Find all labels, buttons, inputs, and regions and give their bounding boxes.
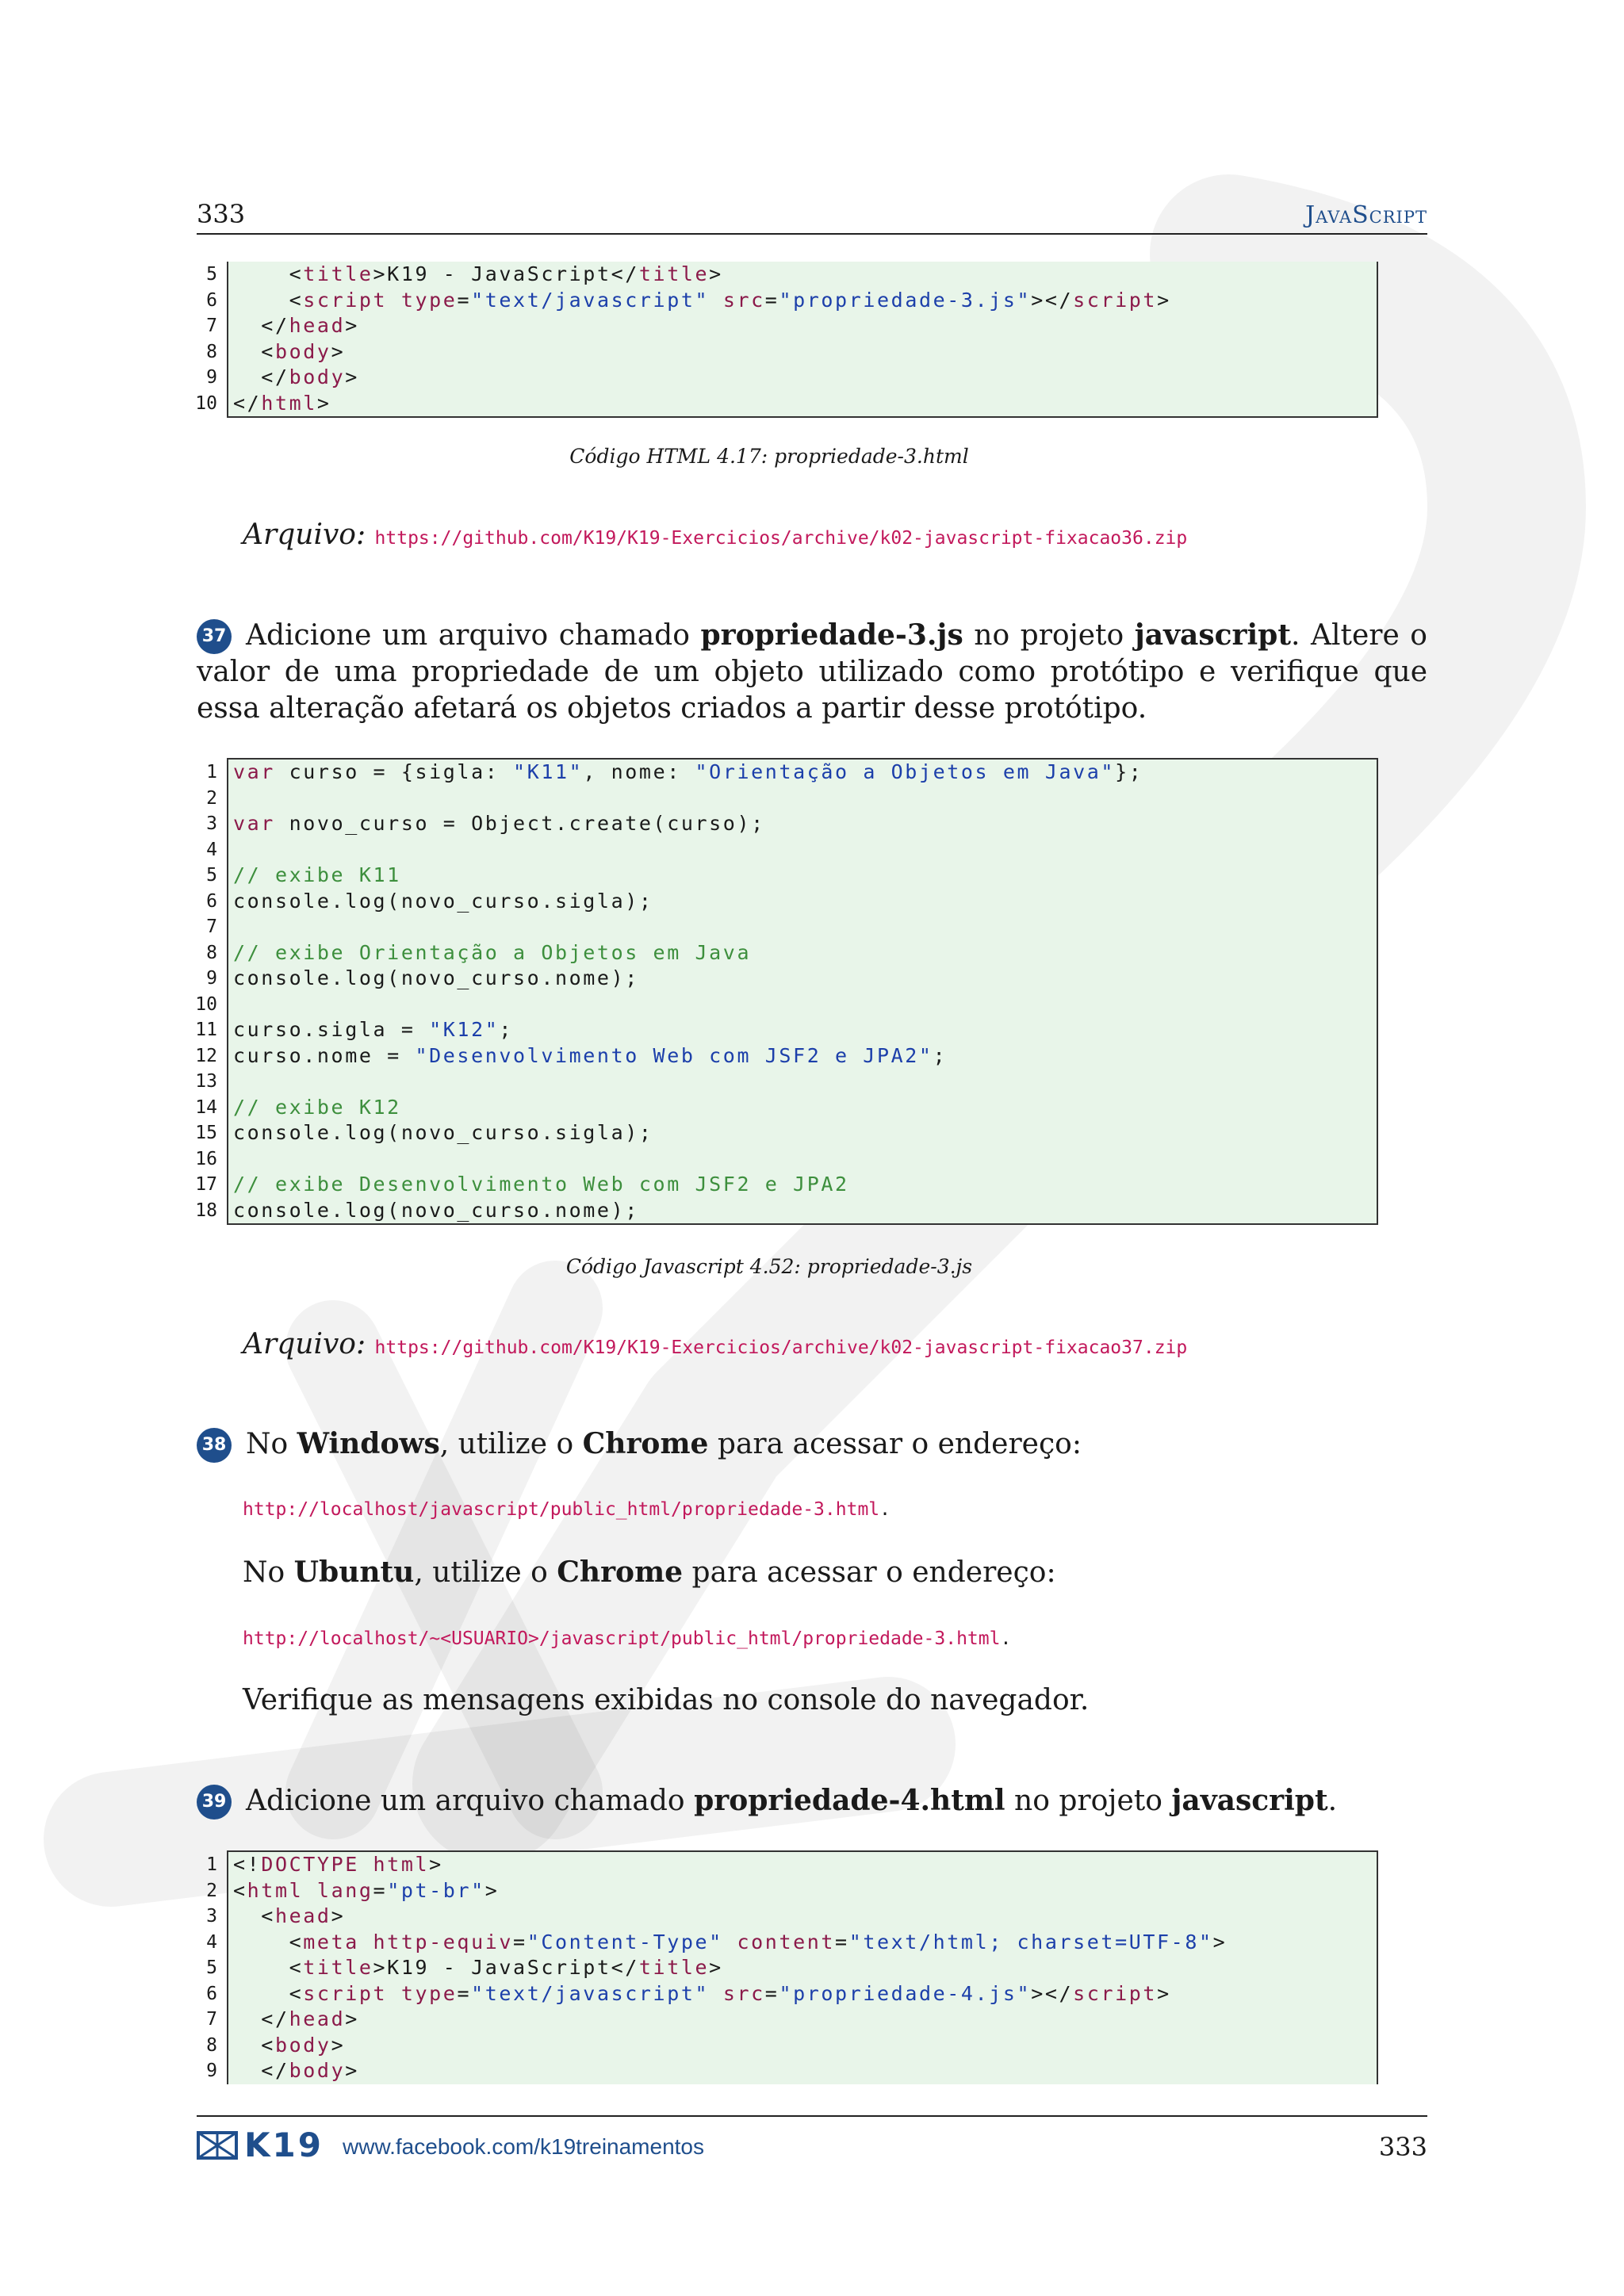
code-text: , nome:: [583, 760, 695, 783]
code-text: [709, 1982, 723, 2005]
code-string: "text/javascript": [471, 288, 710, 312]
text: Adicione um arquivo chamado: [246, 1785, 695, 1817]
ubuntu-instruction: [243, 1554, 1056, 1591]
code-text: >: [316, 391, 331, 415]
code-string: "text/javascript": [471, 1981, 710, 2005]
code-line: [206, 863, 1377, 889]
code-string: "propriedade-4.js": [779, 1981, 1032, 2005]
code-text: console.log(novo_curso.sigla);: [233, 1121, 653, 1144]
arquivo-37: [243, 1326, 1187, 1366]
code-line: [195, 1043, 1377, 1070]
text: No: [243, 1556, 294, 1589]
code-line: [206, 760, 1377, 786]
code-line: [206, 2007, 1377, 2033]
code-keyword: src: [722, 288, 765, 312]
line-number: 6: [206, 289, 217, 311]
code-text: ></: [1031, 288, 1074, 312]
code-block-propriedade-4-html: [206, 1850, 1378, 2084]
line-number: 10: [195, 993, 217, 1015]
line-number: 12: [195, 1045, 217, 1066]
code-text: >: [709, 262, 723, 285]
line-number: 6: [206, 1983, 217, 2004]
code-text: ></: [1031, 1981, 1074, 2005]
code-text: =: [457, 1981, 472, 2005]
code-line: [206, 786, 1377, 812]
line-number: 7: [206, 316, 217, 336]
code-keyword: var: [233, 812, 275, 835]
line-number: 5: [206, 865, 217, 886]
code-line: [206, 339, 1377, 365]
code-keyword: body: [274, 339, 331, 363]
k19-logo: [197, 2126, 324, 2164]
project-name: javascript: [1171, 1784, 1328, 1817]
project-name: javascript: [1134, 618, 1291, 652]
code-text: >: [709, 1956, 723, 1979]
code-text: =: [457, 288, 472, 312]
browser-chrome: Chrome: [582, 1427, 709, 1460]
code-text: >: [429, 1853, 443, 1876]
code-keyword: html lang: [247, 1878, 373, 1902]
code-comment: // exibe Orientação a Objetos em Java: [233, 940, 752, 964]
code-line: [206, 811, 1377, 837]
code-text: <: [233, 262, 304, 285]
code-text: <: [233, 339, 275, 363]
text: para acessar o endereço:: [708, 1428, 1082, 1460]
line-number: 15: [195, 1123, 217, 1143]
code-line: [206, 914, 1377, 940]
code-text: >: [1157, 288, 1171, 312]
section-title: JavaScript: [1305, 201, 1427, 229]
code-keyword: body: [289, 365, 346, 388]
code-text: >: [331, 1904, 346, 1927]
code-text: curso.nome =: [233, 1043, 416, 1067]
code-text: console.log(novo_curso.nome);: [233, 966, 639, 989]
code-text: </: [233, 2059, 289, 2082]
code-keyword: content: [737, 1930, 836, 1954]
k19-logo-text: K19: [244, 2126, 324, 2164]
code-keyword: head: [289, 2007, 346, 2030]
line-number: 5: [206, 264, 217, 285]
code-block-propriedade-3-js: [195, 758, 1378, 1225]
code-line: [206, 1904, 1377, 1930]
code-string: "pt-br": [387, 1878, 485, 1902]
arquivo-link-fixacao36[interactable]: https://github.com/K19/K19-Exercicios/archive/k02-javascript-fixacao36.zip: [374, 528, 1188, 549]
code-comment: // exibe K11: [233, 863, 401, 886]
code-text: <!: [233, 1853, 262, 1876]
url-windows: [243, 1497, 891, 1522]
page-number-header: 333: [197, 199, 246, 229]
arquivo-label: Arquivo:: [243, 519, 366, 551]
code-line: [206, 1981, 1377, 2007]
exercise-37: [197, 617, 1427, 727]
period: .: [879, 1499, 891, 1520]
code-line: [206, 1852, 1377, 1878]
page-number-footer: 333: [1378, 2132, 1427, 2162]
line-number: 18: [195, 1200, 217, 1221]
line-number: 17: [195, 1174, 217, 1195]
line-number: 4: [206, 839, 217, 860]
verify-instruction: Verifique as mensagens exibidas no console do navegador.: [243, 1684, 1090, 1716]
code-keyword: script: [1073, 1981, 1158, 2005]
code-keyword: body: [289, 2059, 346, 2082]
file-name: propriedade-4.html: [694, 1784, 1005, 1817]
line-number: 10: [195, 392, 217, 414]
line-number: 9: [206, 2061, 217, 2081]
code-line: [206, 1955, 1377, 1981]
text: No: [246, 1428, 297, 1460]
os-windows: Windows: [297, 1427, 440, 1460]
code-line: [206, 889, 1377, 915]
code-comment: // exibe K12: [233, 1095, 401, 1119]
code-text: curso.sigla =: [233, 1018, 430, 1041]
line-number: 16: [195, 1148, 217, 1169]
code-keyword: DOCTYPE html: [261, 1853, 430, 1876]
code-text: ;: [933, 1043, 948, 1067]
code-keyword: title: [303, 1956, 373, 1979]
code-line: [195, 1095, 1377, 1121]
facebook-link[interactable]: www.facebook.com/k19treinamentos: [343, 2134, 704, 2159]
caption-code-javascript-4-52: Código Javascript 4.52: propriedade-3.js: [565, 1255, 973, 1278]
code-text: >: [345, 2007, 359, 2030]
code-keyword: title: [303, 262, 373, 285]
code-keyword: html: [261, 391, 317, 415]
text: no projeto: [1005, 1785, 1172, 1817]
code-keyword: script: [1073, 288, 1158, 312]
text: . Altere o valor de uma propriedade de um objeto utilizado como protótipo e verifique que essa alteração afetará os objetos criados a partir desse protótipo.: [197, 619, 1427, 725]
exercise-number-badge: 39: [197, 1785, 232, 1820]
code-text: <: [233, 2033, 275, 2057]
line-number: 4: [206, 1931, 217, 1953]
exercise-39: [197, 1782, 1427, 1820]
header-rule: [197, 233, 1427, 235]
code-keyword: title: [638, 262, 710, 285]
code-line: [206, 966, 1377, 992]
caption-code-html-4-17: Código HTML 4.17: propriedade-3.html: [569, 445, 969, 468]
code-block-propriedade-3-html: [195, 262, 1378, 418]
line-number: 1: [206, 1854, 217, 1875]
code-text: >: [345, 365, 359, 388]
code-keyword: title: [638, 1956, 710, 1979]
code-text: >: [345, 314, 359, 337]
code-text: =: [764, 288, 779, 312]
text: , utilize o: [439, 1428, 583, 1460]
code-text: >: [331, 339, 346, 363]
code-text: <: [233, 1956, 304, 1979]
code-line: [206, 837, 1377, 863]
code-line: [206, 2058, 1377, 2084]
text: Adicione um arquivo chamado: [246, 619, 701, 652]
localhost-url-windows[interactable]: http://localhost/javascript/public_html/propriedade-3.html: [243, 1499, 880, 1520]
text: para acessar o endereço:: [683, 1556, 1056, 1589]
line-number: 2: [206, 1880, 217, 1901]
code-text: >: [1212, 1930, 1228, 1954]
code-string: "Content-Type": [527, 1930, 723, 1954]
code-string: "text/html; charset=UTF-8": [848, 1930, 1213, 1954]
code-text: </: [233, 314, 289, 337]
code-text: >: [331, 2033, 346, 2057]
period: .: [1000, 1628, 1012, 1649]
line-number: 3: [206, 1906, 217, 1927]
code-text: <: [233, 1930, 304, 1954]
arquivo-link-fixacao37[interactable]: https://github.com/K19/K19-Exercicios/archive/k02-javascript-fixacao37.zip: [374, 1337, 1188, 1358]
text: , utilize o: [414, 1556, 557, 1589]
code-line: [195, 1146, 1377, 1173]
code-text: <: [233, 1878, 247, 1902]
code-line: [195, 992, 1377, 1018]
line-number: 8: [206, 2034, 217, 2056]
line-number: 1: [206, 762, 217, 783]
code-text: </: [233, 391, 262, 415]
footer-rule: [197, 2115, 1427, 2117]
code-text: =: [764, 1981, 779, 2005]
line-number: 7: [206, 916, 217, 937]
code-text: console.log(novo_curso.sigla);: [233, 889, 653, 913]
k19-logo-icon: [197, 2131, 238, 2160]
line-number: 7: [206, 2009, 217, 2030]
arquivo-label: Arquivo:: [243, 1328, 366, 1360]
code-line: [206, 2033, 1377, 2059]
localhost-url-ubuntu[interactable]: http://localhost/~<USUARIO>/javascript/public_html/propriedade-3.html: [243, 1628, 1001, 1649]
exercise-number-badge: 38: [197, 1428, 232, 1463]
url-ubuntu: [243, 1626, 1011, 1651]
code-line: [195, 391, 1377, 417]
code-text: ;: [499, 1018, 514, 1041]
line-number: 8: [206, 341, 217, 362]
code-keyword: script type: [303, 1981, 458, 2005]
code-text: >: [485, 1878, 500, 1902]
code-keyword: src: [722, 1981, 765, 2005]
browser-chrome: Chrome: [557, 1556, 684, 1589]
code-comment: // exibe Desenvolvimento Web com JSF2 e JPA2: [233, 1173, 849, 1196]
code-string: "K12": [429, 1018, 500, 1041]
code-line: [195, 1069, 1377, 1095]
code-text: console.log(novo_curso.nome);: [233, 1198, 639, 1222]
code-text: >K19 - JavaScript</: [373, 1956, 639, 1979]
line-number: 2: [206, 787, 217, 809]
code-keyword: head: [274, 1904, 331, 1927]
code-keyword: script type: [303, 288, 458, 312]
line-number: 3: [206, 813, 217, 834]
code-text: };: [1115, 760, 1143, 783]
code-text: >: [1157, 1981, 1171, 2005]
arquivo-36: [243, 517, 1187, 557]
code-text: novo_curso = Object.create(curso);: [274, 812, 765, 835]
code-text: =: [835, 1930, 849, 1954]
code-keyword: body: [274, 2033, 331, 2057]
text: .: [1327, 1785, 1338, 1817]
code-text: >: [345, 2059, 359, 2082]
code-line: [206, 1878, 1377, 1904]
code-line: [206, 262, 1377, 288]
code-line: [195, 1198, 1377, 1224]
code-text: =: [513, 1930, 527, 1954]
code-line: [195, 1017, 1377, 1043]
code-line: [206, 1930, 1377, 1956]
code-text: =: [373, 1878, 388, 1902]
code-text: <: [233, 1981, 304, 2005]
os-ubuntu: Ubuntu: [293, 1556, 415, 1589]
file-name: propriedade-3.js: [700, 618, 963, 652]
line-number: 11: [195, 1020, 217, 1040]
line-number: 13: [195, 1071, 217, 1092]
code-text: >K19 - JavaScript</: [373, 262, 639, 285]
code-text: [709, 289, 723, 312]
exercise-number-badge: 37: [197, 619, 232, 654]
code-text: </: [233, 2007, 289, 2030]
code-keyword: head: [289, 314, 346, 337]
exercise-38: [197, 1425, 1427, 1463]
line-number: 8: [206, 942, 217, 963]
line-number: 14: [195, 1096, 217, 1118]
code-text: curso = {sigla:: [274, 760, 514, 783]
code-line: [206, 940, 1377, 966]
code-line: [206, 288, 1377, 314]
code-text: <: [233, 1904, 275, 1927]
code-text: [723, 1931, 737, 1954]
code-keyword: meta http-equiv: [303, 1930, 514, 1954]
code-string: "Orientação a Objetos em Java": [695, 760, 1116, 783]
line-number: 5: [206, 1957, 217, 1978]
line-number: 9: [206, 968, 217, 989]
text: no projeto: [963, 619, 1135, 652]
code-line: [206, 313, 1377, 339]
line-number: 6: [206, 890, 217, 912]
code-line: [206, 365, 1377, 391]
code-string: "K11": [513, 760, 584, 783]
code-string: "propriedade-3.js": [779, 288, 1032, 312]
code-text: </: [233, 365, 289, 388]
code-text: <: [233, 288, 304, 312]
line-number: 9: [206, 367, 217, 388]
code-line: [195, 1120, 1377, 1146]
code-string: "Desenvolvimento Web com JSF2 e JPA2": [415, 1043, 933, 1067]
code-keyword: var: [233, 760, 275, 783]
code-line: [195, 1172, 1377, 1198]
